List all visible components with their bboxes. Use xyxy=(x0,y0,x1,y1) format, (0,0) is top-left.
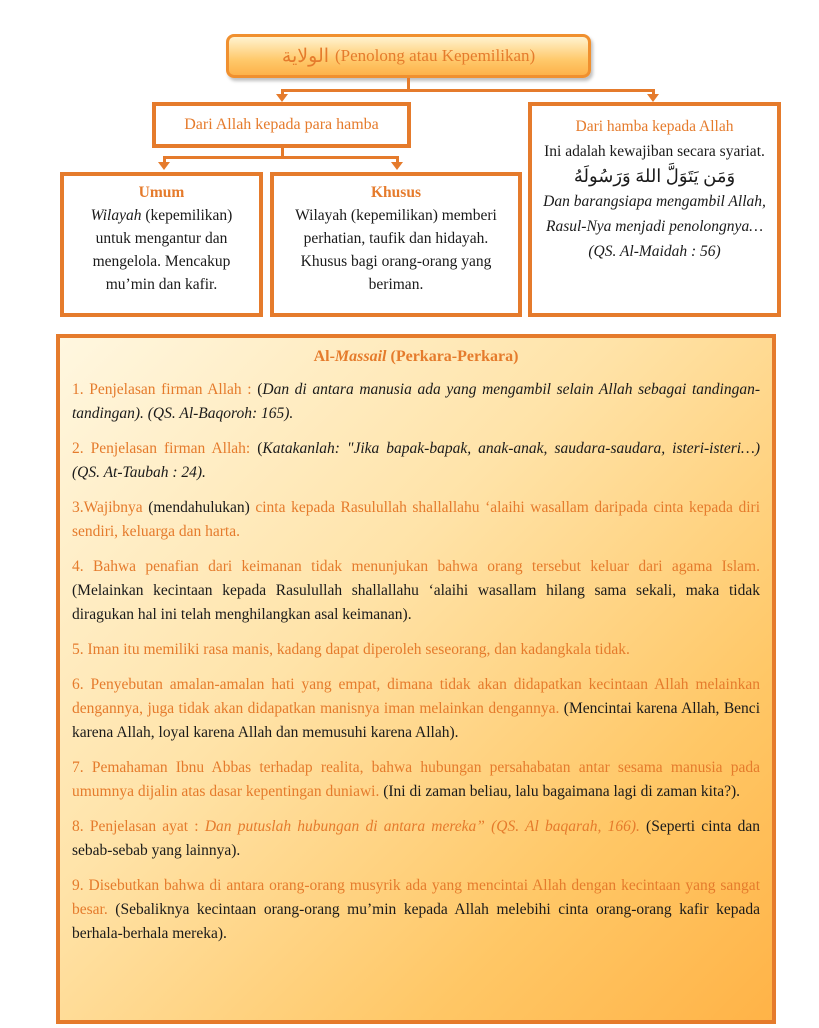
item-body: ( xyxy=(257,381,263,398)
right-branch-box xyxy=(528,102,781,317)
panel-title xyxy=(72,348,760,366)
massail-panel xyxy=(56,334,776,1024)
umum-term: Wilayah xyxy=(90,207,142,224)
arrow-umum xyxy=(158,162,170,170)
item-body: ( xyxy=(257,440,263,457)
right-branch-line1: Ini adalah kewajiban secara syariat. xyxy=(544,143,765,160)
item-lead: 8. Penjelasan ayat : xyxy=(72,818,205,835)
list-item xyxy=(72,496,760,544)
arrow-left-branch xyxy=(276,94,288,102)
item-lead: 5. Iman itu memiliki rasa manis, kadang dapat diperoleh seseorang, dan kadangkala tidak. xyxy=(72,641,630,658)
panel-title-suffix: (Perkara-Perkara) xyxy=(386,348,519,365)
item-lead: 1. Penjelasan firman Allah : xyxy=(72,381,258,398)
right-branch-arabic: وَمَن يَتَوَلَّ اللهَ وَرَسُولَهُ xyxy=(573,166,736,186)
connector-mid-horizontal xyxy=(163,156,399,159)
item-lead: 2. Penjelasan firman Allah: xyxy=(72,440,258,457)
panel-title-prefix: Al- xyxy=(313,348,335,365)
left-branch-label: Dari Allah kepada para hamba xyxy=(184,116,379,133)
list-item xyxy=(72,673,760,745)
item-quote: Katakanlah: "Jika bapak-bapak, anak-anak, saudara-saudara, isteri-isteri…) (QS. At-Taubah : 24). xyxy=(72,440,760,481)
list-item xyxy=(72,555,760,627)
khusus-text: Wilayah (kepemilikan) memberi perhatian, taufik dan hidayah. Khusus bagi orang-orang yang beriman. xyxy=(295,207,497,293)
item-body: (Seperti cinta dan sebab-sebab yang lainnya). xyxy=(72,818,761,859)
umum-body: (kepemilikan) untuk mengantur dan mengelola. Mencakup mu’min dan kafir. xyxy=(92,207,233,293)
item-body: (mendahulukan) xyxy=(148,499,256,516)
item-lead: 3.Wajibnya xyxy=(72,499,149,516)
list-item xyxy=(72,378,760,426)
item-tail: cinta kepada Rasulullah shallallahu ‘alaihi wasallam daripada cinta kepada diri sendiri, keluarga dan harta. xyxy=(72,499,760,540)
list-item xyxy=(72,437,760,485)
arrow-right-branch xyxy=(647,94,659,102)
title-box xyxy=(226,34,591,78)
title-text: (Penolong atau Kepemilikan) xyxy=(335,46,536,65)
list-item xyxy=(72,815,760,863)
item-lead: 9. Disebutkan bahwa di antara orang-orang musyrik ada yang mencintai Allah dengan kecintaan yang sangat besar. xyxy=(72,877,760,918)
item-body: (Ini di zaman beliau, lalu bagaimana lagi di zaman kita?). xyxy=(383,783,740,800)
item-body: (Mencintai karena Allah, Benci karena Allah, loyal karena Allah dan memusuhi karena Allah). xyxy=(72,700,760,741)
list-item xyxy=(72,638,760,662)
right-branch-translation: Dan barangsiapa mengambil Allah, Rasul-Nya menjadi penolongnya…(QS. Al-Maidah : 56) xyxy=(543,193,766,260)
connector-top-horizontal xyxy=(281,89,655,92)
list-item xyxy=(72,874,760,946)
title-arabic: الولاية xyxy=(281,45,330,67)
item-lead: 6. Penyebutan amalan-amalan hati yang empat, dimana tidak akan didapatkan kecintaan Allah melainkan dengannya, juga tidak akan didapatkan manisnya iman melainkan dengannya. xyxy=(72,676,760,717)
umum-text xyxy=(72,204,251,296)
item-body: (Melainkan kecintaan kepada Rasulullah shallallahu ‘alaihi wasallam hilang sama sekali, maka tidak diragukan hal ini telah menghilangkan asal keimanan). xyxy=(72,582,760,623)
umum-heading: Umum xyxy=(138,184,185,201)
item-quote: Dan putuslah hubungan di antara mereka” (QS. Al baqarah, 166). xyxy=(204,818,640,835)
item-quote: Dan di antara manusia ada yang mengambil selain Allah sebagai tandingan-tandingan). (QS. Al-Baqoroh: 165). xyxy=(72,381,760,422)
khusus-heading: Khusus xyxy=(371,184,421,201)
left-branch-box xyxy=(152,102,411,148)
list-item xyxy=(72,756,760,804)
item-lead: 7. Pemahaman Ibnu Abbas terhadap realita, bahwa hubungan persahabatan antar sesama manusia pada umumnya dijalin atas dasar kepentingan duniawi. xyxy=(72,759,760,800)
umum-box xyxy=(60,172,263,317)
item-body: (Sebaliknya kecintaan orang-orang mu’min kepada Allah melebihi cinta orang-orang kafir kepada berhala-berhala mereka). xyxy=(72,901,760,942)
arrow-khusus xyxy=(391,162,403,170)
item-lead: 4. Bahwa penafian dari keimanan tidak menunjukan bahwa orang tersebut keluar dari agama Islam. xyxy=(72,558,760,575)
khusus-box xyxy=(270,172,522,317)
panel-title-italic: Massail xyxy=(334,348,387,365)
right-branch-heading: Dari hamba kepada Allah xyxy=(575,118,734,135)
